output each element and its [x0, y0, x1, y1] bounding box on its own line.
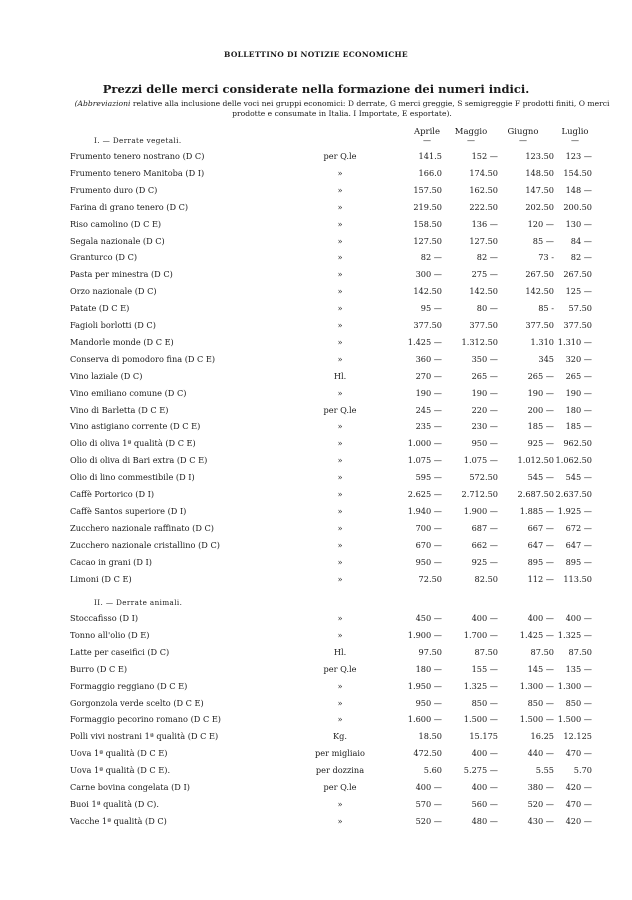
price-cell: 265 — [565, 370, 592, 381]
price-cell: 1.700 — [463, 629, 498, 640]
commodity-name: Farina di grano tenero (D C) [70, 201, 189, 212]
price-cell: 1.075 — [407, 455, 442, 466]
price-cell: 430 — [527, 815, 554, 826]
unit-label: » [337, 353, 343, 364]
price-cell: 12.125 [563, 731, 592, 742]
abbreviations-text: relative alla inclusione delle voci nei gruppi economici: D derrate, G merci greggie, S semigreggie F prodotti finiti, O merci prodotte e consumate in Italia. I Importate, E esportate). [132, 99, 610, 118]
price-cell: 152 — [471, 151, 498, 161]
table-row [0, 151, 632, 165]
unit-label: per dozzina [315, 765, 365, 776]
price-cell: 245 — [415, 404, 442, 415]
price-cell: 190 — [415, 387, 442, 398]
table-row [0, 613, 632, 627]
commodity-name: Zucchero nazionale raffinato (D C) [70, 522, 214, 533]
unit-label: » [337, 539, 343, 550]
price-cell: 1.900 — [407, 629, 442, 640]
unit-label: » [337, 252, 343, 263]
unit-label: » [337, 489, 343, 499]
price-cell: 15.175 [469, 731, 498, 742]
unit-label: per Q.le [323, 782, 357, 792]
price-cell: 123.50 [525, 151, 554, 161]
price-cell: 155 — [471, 663, 498, 674]
price-cell: 73 - [538, 252, 554, 263]
price-cell: 2.637.50 [555, 489, 592, 499]
abbreviations-note [62, 99, 622, 118]
unit-label: » [337, 522, 343, 533]
section-title: II. — Derrate animali. [94, 598, 183, 607]
commodity-name: Patate (D C E) [70, 303, 130, 314]
price-cell: 925 — [527, 438, 554, 449]
price-cell: 82.50 [474, 573, 498, 584]
commodity-name: Frumento duro (D C) [70, 184, 158, 195]
price-cell: 148.50 [525, 167, 554, 178]
price-cell: 1.600 — [407, 714, 442, 725]
price-cell: 400 — [565, 613, 592, 623]
table-row [0, 506, 632, 520]
price-cell: 97.50 [418, 646, 442, 657]
commodity-name: Burro (D C E) [70, 663, 128, 674]
unit-label: Hl. [333, 370, 347, 381]
price-cell: 127.50 [413, 235, 442, 246]
price-cell: 2.712.50 [461, 489, 498, 499]
table-row [0, 698, 632, 712]
price-cell: 166.0 [418, 167, 442, 178]
commodity-name: Cacao in grani (D I) [70, 556, 152, 567]
price-cell: 85 - [538, 303, 554, 314]
price-cell: 154.50 [563, 167, 592, 178]
price-cell: 142.50 [469, 286, 498, 297]
table-row [0, 405, 632, 419]
table-row [0, 681, 632, 695]
price-cell: 180 — [565, 404, 592, 415]
table-row [0, 748, 632, 762]
price-cell: 123 — [565, 151, 592, 161]
table-row [0, 354, 632, 368]
table-row [0, 489, 632, 503]
price-cell: 925 — [471, 556, 498, 567]
price-cell: 472.50 [413, 748, 442, 759]
price-cell: 1.300 — [557, 680, 592, 691]
price-cell: 1.940 — [407, 505, 442, 516]
price-cell: 470 — [565, 748, 592, 759]
price-cell: 962.50 [563, 438, 592, 449]
table-row [0, 219, 632, 233]
unit-label: » [337, 556, 343, 567]
price-cell: 1.425 — [519, 629, 554, 640]
price-cell: 80 — [476, 303, 498, 314]
commodity-name: Zucchero nazionale cristallino (D C) [70, 539, 220, 550]
price-cell: 16.25 [530, 731, 554, 742]
price-cell: 560 — [471, 798, 498, 809]
price-cell: 377.50 [413, 320, 442, 330]
price-cell: 148 — [565, 184, 592, 195]
price-cell: 185 — [565, 421, 592, 432]
price-cell: 400 — [471, 748, 498, 759]
price-cell: 350 — [471, 353, 498, 364]
table-row [0, 647, 632, 661]
price-cell: 200.50 [563, 201, 592, 212]
price-cell: 570 — [415, 798, 442, 809]
price-cell: 400 — [527, 613, 554, 623]
price-cell: 662 — [471, 539, 498, 550]
price-cell: 895 — [565, 556, 592, 567]
price-cell: 200 — [527, 404, 554, 415]
table-row [0, 269, 632, 283]
price-cell: 850 — [565, 697, 592, 708]
price-cell: 2.687.50 [517, 489, 554, 499]
price-cell: 202.50 [525, 201, 554, 212]
price-cell: 87.50 [530, 646, 554, 657]
commodity-name: Uova 1ª qualità (D C E). [70, 765, 171, 776]
unit-label: » [337, 697, 343, 708]
price-cell: 145 — [527, 663, 554, 674]
price-cell: 545 — [565, 472, 592, 483]
commodity-name: Caffè Portorico (D I) [70, 489, 155, 499]
table-row [0, 664, 632, 678]
commodity-name: Frumento tenero Manitoba (D I) [70, 167, 205, 178]
commodity-name: Formaggio pecorino romano (D C E) [70, 714, 221, 725]
price-cell: 420 — [565, 782, 592, 792]
commodity-name: Formaggio reggiano (D C E) [70, 680, 188, 691]
unit-label: » [337, 218, 343, 229]
price-cell: 142.50 [413, 286, 442, 297]
commodity-name: Fagioli borlotti (D C) [70, 320, 156, 330]
price-cell: 440 — [527, 748, 554, 759]
unit-label: » [337, 387, 343, 398]
column-header-july: Luglio — [561, 127, 589, 145]
unit-label: » [337, 235, 343, 246]
commodity-name: Carne bovina congelata (D I) [70, 782, 190, 792]
unit-label: » [337, 798, 343, 809]
price-cell: 112 — [527, 573, 554, 584]
commodity-name: Vino laziale (D C) [70, 370, 143, 381]
price-cell: 647 — [565, 539, 592, 550]
price-cell: 235 — [415, 421, 442, 432]
price-cell: 5.55 [535, 765, 554, 776]
commodity-name: Polli vivi nostrani 1ª qualità (D C E) [70, 731, 219, 742]
commodity-name: Segala nazionale (D C) [70, 235, 165, 246]
commodity-name: Latte per caseifici (D C) [70, 646, 170, 657]
unit-label: » [337, 613, 343, 623]
price-cell: 377.50 [525, 320, 554, 330]
price-cell: 113.50 [563, 573, 592, 584]
price-cell: 5.275 — [463, 765, 498, 776]
unit-label: » [337, 815, 343, 826]
price-cell: 700 — [415, 522, 442, 533]
price-cell: 162.50 [469, 184, 498, 195]
commodity-name: Vacche 1ª qualità (D C) [70, 815, 167, 826]
price-cell: 1.325 — [557, 629, 592, 640]
price-cell: 850 — [527, 697, 554, 708]
price-cell: 219.50 [413, 201, 442, 212]
price-cell: 895 — [527, 556, 554, 567]
price-cell: 1.075 — [463, 455, 498, 466]
price-cell: 265 — [471, 370, 498, 381]
price-cell: 230 — [471, 421, 498, 432]
commodity-name: Olio di oliva 1ª qualità (D C E) [70, 438, 196, 449]
price-cell: 1.425 — [407, 336, 442, 347]
price-cell: 1.310 [530, 336, 554, 347]
price-cell: 450 — [415, 613, 442, 623]
unit-label: » [337, 336, 343, 347]
unit-label: » [337, 714, 343, 725]
commodity-name: Pasta per minestra (D C) [70, 269, 173, 280]
price-cell: 1.925 — [557, 505, 592, 516]
price-cell: 147.50 [525, 184, 554, 195]
table-row [0, 574, 632, 588]
price-cell: 5.60 [423, 765, 442, 776]
unit-label: » [337, 184, 343, 195]
commodity-name: Olio di lino commestibile (D I) [70, 472, 195, 483]
price-cell: 85 — [532, 235, 554, 246]
unit-label: » [337, 629, 343, 640]
price-cell: 157.50 [413, 184, 442, 195]
commodity-name: Gorgonzola verde scelto (D C E) [70, 697, 204, 708]
price-cell: 82 — [476, 252, 498, 263]
price-cell: 82 — [420, 252, 442, 263]
price-cell: 1.062.50 [555, 455, 592, 466]
price-cell: 136 — [471, 218, 498, 229]
commodity-name: Mandorle monde (D C E) [70, 336, 174, 347]
commodity-name: Stoccafisso (D I) [70, 613, 139, 623]
price-cell: 950 — [415, 697, 442, 708]
unit-label: per migliaio [315, 748, 365, 759]
price-cell: 275 — [471, 269, 498, 280]
table-row [0, 236, 632, 250]
price-cell: 95 — [420, 303, 442, 314]
price-cell: 1.500 — [519, 714, 554, 725]
price-cell: 480 — [471, 815, 498, 826]
unit-label: » [337, 472, 343, 483]
price-cell: 72.50 [418, 573, 442, 584]
unit-label: per Q.le [323, 151, 357, 161]
commodity-name: Vino emiliano comune (D C) [70, 387, 187, 398]
table-row [0, 472, 632, 486]
price-cell: 84 — [570, 235, 592, 246]
commodity-name: Riso camolino (D C E) [70, 218, 162, 229]
commodity-name: Olio di oliva di Bari extra (D C E) [70, 455, 208, 466]
price-cell: 190 — [527, 387, 554, 398]
table-row [0, 765, 632, 779]
price-cell: 377.50 [563, 320, 592, 330]
price-cell: 1.900 — [463, 505, 498, 516]
price-cell: 595 — [415, 472, 442, 483]
price-cell: 142.50 [525, 286, 554, 297]
unit-label: » [337, 573, 343, 584]
price-cell: 320 — [565, 353, 592, 364]
unit-label: » [337, 455, 343, 466]
table-row [0, 252, 632, 266]
price-cell: 267.50 [563, 269, 592, 280]
table-row [0, 799, 632, 813]
price-cell: 190 — [565, 387, 592, 398]
price-cell: 360 — [415, 353, 442, 364]
table-row [0, 421, 632, 435]
table-row [0, 630, 632, 644]
price-cell: 267.50 [525, 269, 554, 280]
price-cell: 377.50 [469, 320, 498, 330]
table-row [0, 371, 632, 385]
column-header-april: Aprile — [413, 127, 441, 145]
unit-label: » [337, 505, 343, 516]
price-cell: 1.500 — [557, 714, 592, 725]
price-cell: 1.950 — [407, 680, 442, 691]
unit-label: » [337, 201, 343, 212]
price-cell: 265 — [527, 370, 554, 381]
price-cell: 400 — [471, 613, 498, 623]
price-cell: 545 — [527, 472, 554, 483]
unit-label: Hl. [333, 646, 347, 657]
unit-label: » [337, 286, 343, 297]
price-cell: 174.50 [469, 167, 498, 178]
table-row [0, 337, 632, 351]
table-row [0, 320, 632, 334]
table-row [0, 557, 632, 571]
unit-label: per Q.le [323, 404, 357, 415]
price-cell: 470 — [565, 798, 592, 809]
table-row [0, 714, 632, 728]
commodity-name: Tonno all'olio (D E) [70, 629, 150, 640]
price-cell: 222.50 [469, 201, 498, 212]
price-cell: 670 — [415, 539, 442, 550]
price-cell: 1.310 — [557, 336, 592, 347]
price-cell: 520 — [527, 798, 554, 809]
unit-label: » [337, 303, 343, 314]
price-cell: 520 — [415, 815, 442, 826]
commodity-name: Limoni (D C E) [70, 573, 132, 584]
price-cell: 82 — [570, 252, 592, 263]
price-cell: 647 — [527, 539, 554, 550]
table-row [0, 540, 632, 554]
price-cell: 850 — [471, 697, 498, 708]
commodity-name: Conserva di pomodoro fina (D C E) [70, 353, 216, 364]
price-cell: 130 — [565, 218, 592, 229]
column-header-june: Giugno — [507, 127, 539, 145]
price-cell: 158.50 [413, 218, 442, 229]
commodity-name: Vino di Barletta (D C E) [70, 404, 169, 415]
commodity-name: Granturco (D C) [70, 252, 138, 263]
price-cell: 687 — [471, 522, 498, 533]
commodity-name: Frumento tenero nostrano (D C) [70, 151, 205, 161]
price-cell: 125 — [565, 286, 592, 297]
table-row [0, 816, 632, 830]
table-row [0, 202, 632, 216]
table-row [0, 286, 632, 300]
price-cell: 127.50 [469, 235, 498, 246]
price-cell: 380 — [527, 782, 554, 792]
unit-label: Kg. [333, 731, 347, 742]
commodity-name: Vino astigiano corrente (D C E) [70, 421, 201, 432]
price-cell: 1.500 — [463, 714, 498, 725]
table-row [0, 523, 632, 537]
unit-label: » [337, 167, 343, 178]
commodity-name: Caffè Santos superiore (D I) [70, 505, 187, 516]
price-cell: 141.5 [418, 151, 442, 161]
column-header-may: Maggio — [454, 127, 488, 145]
table-row [0, 731, 632, 745]
price-cell: 5.70 [573, 765, 592, 776]
price-cell: 400 — [471, 782, 498, 792]
price-cell: 1.312.50 [461, 336, 498, 347]
price-cell: 1.885 — [519, 505, 554, 516]
table-row [0, 438, 632, 452]
table-row [0, 168, 632, 182]
commodity-name: Uova 1ª qualità (D C E) [70, 748, 168, 759]
price-cell: 1.012.50 [517, 455, 554, 466]
price-cell: 345 [538, 353, 554, 364]
price-cell: 87.50 [568, 646, 592, 657]
price-cell: 1.300 — [519, 680, 554, 691]
unit-label: » [337, 438, 343, 449]
table-row [0, 185, 632, 199]
price-cell: 950 — [415, 556, 442, 567]
abbreviations-lead: (Abbreviazioni [74, 99, 131, 108]
price-cell: 87.50 [474, 646, 498, 657]
price-cell: 120 — [527, 218, 554, 229]
price-cell: 135 — [565, 663, 592, 674]
commodity-name: Buoi 1ª qualità (D C). [70, 798, 159, 809]
unit-label: » [337, 680, 343, 691]
price-cell: 220 — [471, 404, 498, 415]
section-title: I. — Derrate vegetali. [94, 136, 182, 145]
price-cell: 572.50 [469, 472, 498, 483]
price-cell: 18.50 [418, 731, 442, 742]
table-row [0, 782, 632, 796]
price-cell: 950 — [471, 438, 498, 449]
price-cell: 1.325 — [463, 680, 498, 691]
price-cell: 400 — [415, 782, 442, 792]
unit-label: » [337, 269, 343, 280]
unit-label: » [337, 320, 343, 330]
price-cell: 667 — [527, 522, 554, 533]
unit-label: » [337, 421, 343, 432]
page-title: Prezzi delle merci considerate nella formazione dei numeri indici. [102, 82, 530, 96]
price-cell: 1.000 — [407, 438, 442, 449]
table-row [0, 388, 632, 402]
price-cell: 57.50 [568, 303, 592, 314]
price-cell: 300 — [415, 269, 442, 280]
page-header: BOLLETTINO DI NOTIZIE ECONOMICHE [224, 50, 408, 59]
commodity-name: Orzo nazionale (D C) [70, 286, 157, 297]
price-cell: 270 — [415, 370, 442, 381]
table-row [0, 455, 632, 469]
price-cell: 420 — [565, 815, 592, 826]
price-cell: 185 — [527, 421, 554, 432]
unit-label: per Q.le [323, 663, 357, 674]
price-cell: 672 — [565, 522, 592, 533]
price-cell: 180 — [415, 663, 442, 674]
table-row [0, 303, 632, 317]
price-cell: 2.625 — [407, 489, 442, 499]
price-cell: 190 — [471, 387, 498, 398]
